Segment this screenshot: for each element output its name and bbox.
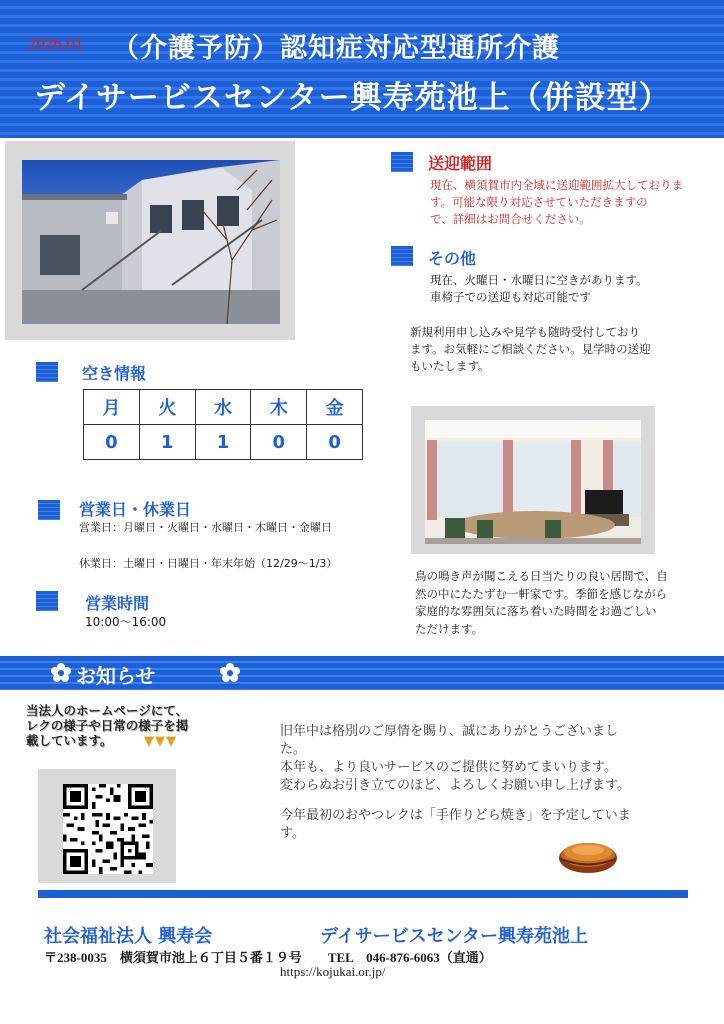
day-cell: 金: [307, 390, 363, 425]
section-bullet: [391, 246, 413, 266]
count-cell: 0: [307, 425, 363, 460]
count-cell: 0: [251, 425, 307, 460]
vacancy-heading: 空き情報: [82, 364, 147, 383]
flower-icon: [219, 662, 241, 684]
day-cell: 木: [251, 390, 307, 425]
section-bullet: [38, 500, 60, 520]
count-cell: 1: [139, 425, 195, 460]
count-cell: 1: [195, 425, 251, 460]
vacancy-days-row: [84, 390, 363, 425]
hours-value: 10:00～16:00: [85, 615, 167, 629]
address-and-phone: 〒238-0035 横須賀市池上６丁目５番１９号 TEL 046-876-6063（直通）: [44, 950, 492, 965]
footer-divider: [38, 890, 688, 898]
homepage-note: 当法人のホームページにて、 レクの様子や日常の様子を掲 載しています。: [26, 703, 189, 748]
section-bullet: [36, 362, 58, 382]
day-cell: 火: [139, 390, 195, 425]
dorayaki-icon: [557, 834, 619, 876]
other-text: 現在、火曜日・水曜日に空きがあります。 車椅子での送迎も対応可能です: [430, 273, 648, 304]
room-photo-frame: [411, 406, 655, 554]
flower-icon: [50, 662, 72, 684]
issue-date: 2026.01: [28, 34, 84, 53]
page-title-line2: デイサービスセンター興寿苑池上（併設型）: [34, 80, 671, 116]
transport-heading: 送迎範囲: [428, 154, 493, 173]
notice-banner: [0, 656, 724, 690]
exterior-photo-frame: [5, 141, 295, 340]
vacancy-table: [83, 389, 363, 460]
pointing-hand-icon: ▼▼▼: [144, 734, 177, 749]
intro-text: 新規利用申し込みや見学も随時受付しており ます。お気軽にご相談ください。見学時の送迎 もいたします。: [410, 325, 651, 373]
page-title-line1: （介護予防）認知症対応型通所介護: [112, 33, 560, 64]
vacancy-counts-row: [84, 425, 363, 460]
qr-frame: [38, 769, 176, 883]
qr-code[interactable]: [63, 784, 153, 874]
website-link[interactable]: https://kojukai.or.jp/: [280, 964, 386, 979]
notice-heading: お知らせ: [76, 664, 156, 688]
closed-days-text: 休業日：土曜日・日曜日・年末年始（12/29～1/3）: [79, 557, 338, 570]
transport-text: 現在、横須賀市内全域に送迎範囲拡大しておりま す。可能な限り対応させていただきますの で、詳細はお問合せください。: [430, 178, 683, 226]
open-days-text: 営業日：月曜日・火曜日・水曜日・木曜日・金曜日: [79, 521, 332, 534]
section-bullet: [391, 152, 413, 172]
building-exterior-photo: [22, 160, 280, 324]
count-cell: 0: [84, 425, 140, 460]
day-cell: 月: [84, 390, 140, 425]
room-caption: 鳥の鳴き声が聞こえる日当たりの良い居間で、自 然の中にたたずむ一軒家です。季節を感じながら 家庭的な雰囲気に落ち着いた時間をお過ごしい ただけます。: [415, 569, 668, 636]
corporation-name: 社会福祉法人 興寿会: [44, 926, 213, 947]
center-name: デイサービスセンター興寿苑池上: [320, 926, 589, 947]
day-cell: 水: [195, 390, 251, 425]
hours-heading: 営業時間: [85, 594, 150, 613]
section-bullet: [36, 591, 58, 611]
living-room-photo: [425, 420, 641, 544]
business-days-heading: 営業日・休業日: [79, 500, 192, 519]
header-banner: [0, 0, 724, 138]
other-heading: その他: [428, 249, 477, 268]
new-year-message: 旧年中は格別のご厚情を賜り、誠にありがとうございまし た。 本年も、より良いサービスのご提供に努めてまいります。 変わらぬお引き立てのほど、よろしくお願い申し上げます。 今年最初のおやつレクは「手作りどら焼き」を予定していま す。: [280, 724, 631, 841]
